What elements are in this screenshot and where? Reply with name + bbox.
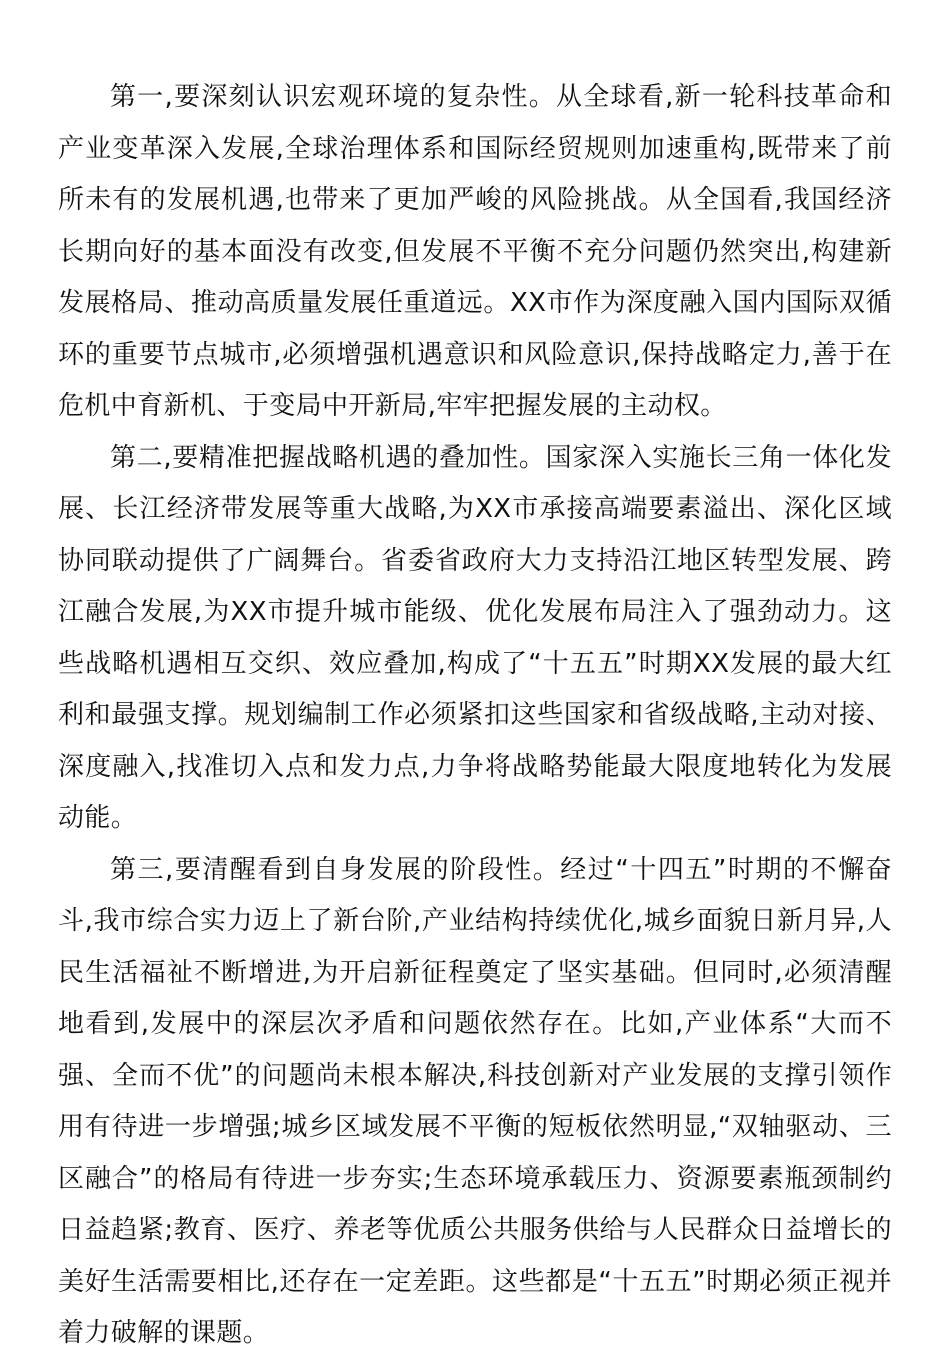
paragraph-3: 第三,要清醒看到自身发展的阶段性。经过“十四五”时期的不懈奋斗,我市综合实力迈上了新台阶,产业结构持续优化,城乡面貌日新月异,人民生活福祉不断增进,为开启新征程奠定了坚实基础。但同时,必须清醒地看到,发展中的深层次矛盾和问题依然存在。比如,产业体系“大而不强、全而不优”的问题尚未根本解决,科技创新对产业发展的支撑引领作用有待进一步增强;城乡区域发展不平衡的短板依然明显,“双轴驱动、三区融合”的格局有待进一步夯实;生态环境承载压力、资源要素瓶颈制约日益趋紧;教育、医疗、养老等优质公共服务供给与人民群众日益增长的美好生活需要相比,还存在一定差距。这些都是“十五五”时期必须正视并着力破解的课题。	[58, 854, 892, 1348]
paragraph-1: 第一,要深刻认识宏观环境的复杂性。从全球看,新一轮科技革命和产业变革深入发展,全球治理体系和国际经贸规则加速重构,既带来了前所未有的发展机遇,也带来了更加严峻的风险挑战。从全国看,我国经济长期向好的基本面没有改变,但发展不平衡不充分问题仍然突出,构建新发展格局、推动高质量发展任重道远。XX市作为深度融入国内国际双循环的重要节点城市,必须增强机遇意识和风险意识,保持战略定力,善于在危机中育新机、于变局中开新局,牢牢把握发展的主动权。	[58, 82, 892, 421]
document-body	[58, 72, 892, 1360]
paragraph-2: 第二,要精准把握战略机遇的叠加性。国家深入实施长三角一体化发展、长江经济带发展等重大战略,为XX市承接高端要素溢出、深化区域协同联动提供了广阔舞台。省委省政府大力支持沿江地区转型发展、跨江融合发展,为XX市提升城市能级、优化发展布局注入了强劲动力。这些战略机遇相互交织、效应叠加,构成了“十五五”时期XX发展的最大红利和最强支撑。规划编制工作必须紧扣这些国家和省级战略,主动对接、深度融入,找准切入点和发力点,力争将战略势能最大限度地转化为发展动能。	[58, 442, 892, 833]
